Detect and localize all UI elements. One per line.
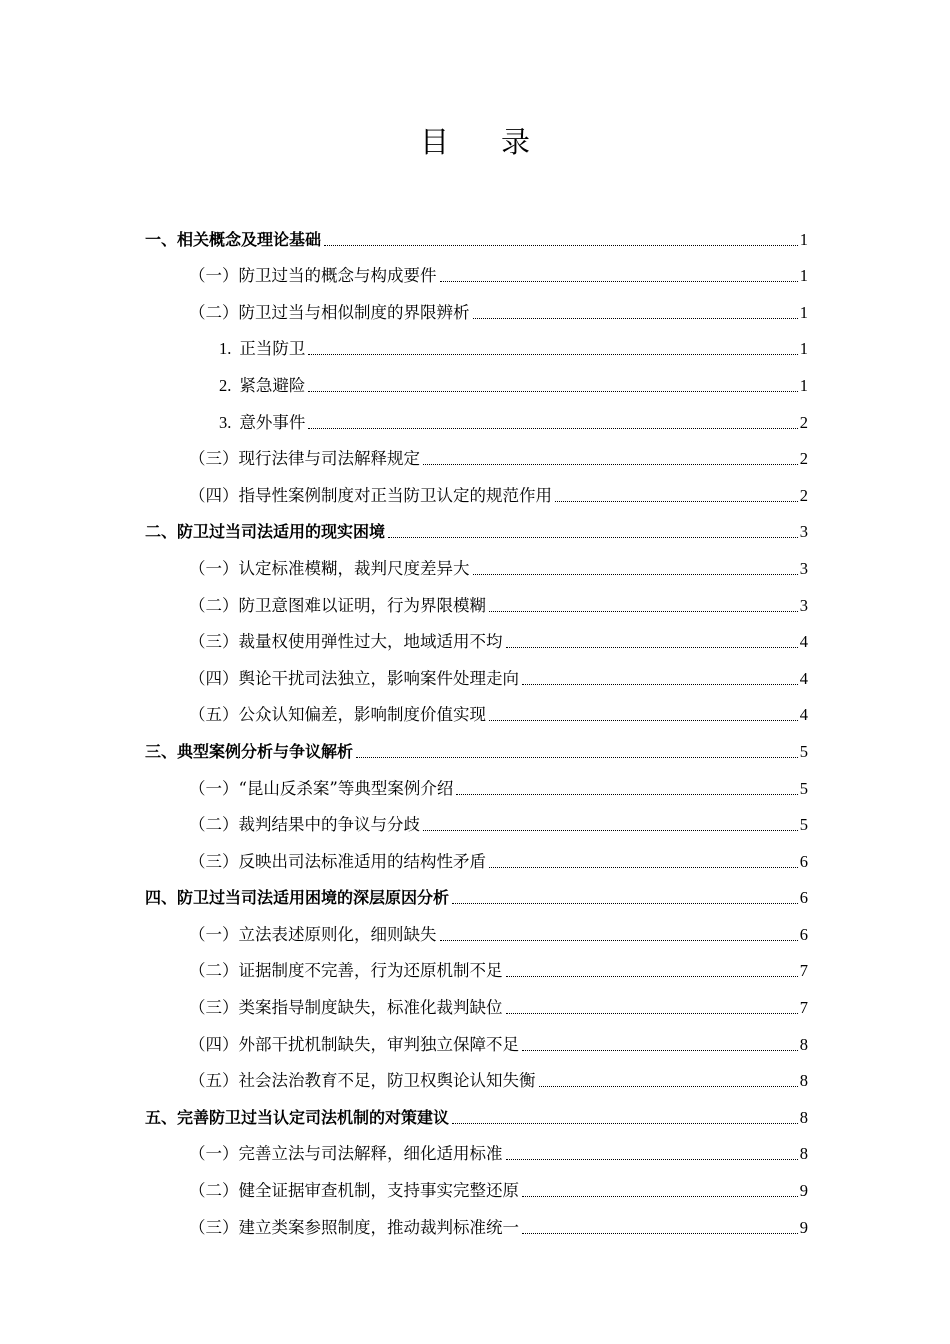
toc-page-number: 9 <box>799 1217 808 1237</box>
toc-entry-label <box>189 630 504 654</box>
toc-entry-label <box>145 886 450 910</box>
toc-page-number: 6 <box>799 888 808 908</box>
toc-entry-text: （三）建立类案参照制度，推动裁判标准统一 <box>189 1217 519 1237</box>
toc-dot-leader <box>388 537 798 538</box>
toc-dot-leader <box>539 1086 798 1087</box>
toc-entry-label <box>189 594 487 618</box>
toc-entry-label <box>145 228 322 252</box>
toc-section-entry[interactable] <box>145 581 808 618</box>
toc-dot-leader <box>555 501 798 502</box>
toc-section-entry[interactable] <box>145 983 808 1020</box>
toc-page-number: 2 <box>799 449 808 469</box>
toc-page-number: 8 <box>799 1144 808 1164</box>
toc-dot-leader <box>308 354 797 355</box>
toc-entry-label <box>145 520 386 544</box>
toc-entry-text: （五）公众认知偏差，影响制度价值实现 <box>189 705 486 725</box>
toc-dot-leader <box>506 976 798 977</box>
toc-section-entry[interactable] <box>145 1020 808 1057</box>
toc-entry-text: （三）现行法律与司法解释规定 <box>189 449 420 469</box>
toc-chapter-entry[interactable] <box>145 874 808 911</box>
toc-chapter-entry[interactable] <box>145 508 808 545</box>
toc-page-number: 5 <box>799 815 808 835</box>
toc-entry-label <box>189 557 471 581</box>
toc-dot-leader <box>308 391 797 392</box>
toc-entry-text: （五）社会法治教育不足，防卫权舆论认知失衡 <box>189 1071 536 1091</box>
toc-entry-text: （一）立法表述原则化，细则缺失 <box>189 924 437 944</box>
toc-dot-leader <box>522 1050 798 1051</box>
toc-page-number: 7 <box>799 998 808 1018</box>
toc-entry-text: （三）反映出司法标准适用的结构性矛盾 <box>189 851 486 871</box>
toc-dot-leader <box>489 611 798 612</box>
toc-dot-leader <box>506 1013 798 1014</box>
toc-entry-label <box>189 484 553 508</box>
toc-section-entry[interactable] <box>145 691 808 728</box>
toc-entry-label <box>189 667 520 691</box>
toc-entry-label <box>145 1106 450 1130</box>
toc-dot-leader <box>522 1233 798 1234</box>
toc-entry-label <box>189 1179 520 1203</box>
toc-section-entry[interactable] <box>145 252 808 289</box>
toc-section-entry[interactable] <box>145 1203 808 1240</box>
toc-page-number: 4 <box>799 668 808 688</box>
toc-entry-text: （二）裁判结果中的争议与分歧 <box>189 815 420 835</box>
toc-entry-label <box>189 850 487 874</box>
toc-chapter-entry[interactable] <box>145 1093 808 1130</box>
toc-dot-leader <box>324 245 798 246</box>
toc-dot-leader <box>522 1196 798 1197</box>
toc-page-number: 6 <box>799 851 808 871</box>
toc-entry-label <box>189 923 438 947</box>
toc-section-entry[interactable] <box>145 1166 808 1203</box>
toc-dot-leader <box>423 464 798 465</box>
toc-page-number: 2 <box>799 412 808 432</box>
toc-entry-text: （二）证据制度不完善，行为还原机制不足 <box>189 961 503 981</box>
toc-dot-leader <box>356 757 798 758</box>
toc-entry-number: 2. <box>219 375 232 395</box>
toc-section-entry[interactable] <box>145 764 808 801</box>
toc-entry-label <box>189 301 471 325</box>
toc-entry-text: 正当防卫 <box>239 339 306 359</box>
toc-page-number: 1 <box>799 302 808 322</box>
toc-section-entry[interactable] <box>145 1057 808 1094</box>
toc-entry-text: （一）“昆山反杀案”等典型案例介绍 <box>189 778 454 798</box>
toc-page-number: 1 <box>799 339 808 359</box>
toc-entry-text: （四）指导性案例制度对正当防卫认定的规范作用 <box>189 485 552 505</box>
toc-section-entry[interactable] <box>145 618 808 655</box>
toc-page-number: 4 <box>799 632 808 652</box>
toc-entry-label <box>189 959 504 983</box>
toc-page-number: 2 <box>799 485 808 505</box>
toc-entry-text: （一）认定标准模糊，裁判尺度差异大 <box>189 558 470 578</box>
toc-section-entry[interactable] <box>145 544 808 581</box>
toc-entry-label <box>189 1033 520 1057</box>
toc-entry-label <box>189 813 421 837</box>
toc-page-number: 1 <box>799 229 808 249</box>
toc-entry-label <box>189 264 438 288</box>
toc-section-entry[interactable] <box>145 288 808 325</box>
toc-dot-leader <box>522 684 798 685</box>
toc-entry-text: 五、完善防卫过当认定司法机制的对策建议 <box>145 1107 450 1127</box>
toc-title: 目录 <box>419 125 582 159</box>
toc-dot-leader <box>456 794 797 795</box>
toc-section-entry[interactable] <box>145 801 808 838</box>
toc-entry-label <box>189 996 504 1020</box>
toc-page-number: 5 <box>799 741 808 761</box>
toc-dot-leader <box>506 647 798 648</box>
toc-dot-leader <box>489 867 798 868</box>
toc-dot-leader <box>423 830 798 831</box>
toc-page-number: 5 <box>799 778 808 798</box>
toc-entry-text: （二）健全证据审查机制，支持事实完整还原 <box>189 1181 519 1201</box>
toc-page-number: 6 <box>799 924 808 944</box>
toc-list <box>145 215 808 1240</box>
toc-entry-label <box>189 1142 504 1166</box>
toc-entry-number: 3. <box>219 412 232 432</box>
toc-dot-leader <box>440 281 798 282</box>
toc-section-entry[interactable] <box>145 1130 808 1167</box>
toc-dot-leader <box>308 428 797 429</box>
toc-section-entry[interactable] <box>145 837 808 874</box>
toc-section-entry[interactable] <box>145 471 808 508</box>
toc-entry-label <box>189 1216 520 1240</box>
toc-entry-text: （四）舆论干扰司法独立，影响案件处理走向 <box>189 668 519 688</box>
toc-page-number: 1 <box>799 266 808 286</box>
toc-entry-label <box>189 703 487 727</box>
toc-entry-number: 1. <box>219 339 232 359</box>
toc-entry-label <box>219 374 306 398</box>
toc-entry-text: （四）外部干扰机制缺失，审判独立保障不足 <box>189 1034 519 1054</box>
toc-entry-label <box>189 777 454 801</box>
toc-dot-leader <box>440 940 798 941</box>
toc-entry-text: （二）防卫意图难以证明，行为界限模糊 <box>189 595 486 615</box>
toc-page-number: 1 <box>799 375 808 395</box>
toc-page-number: 7 <box>799 961 808 981</box>
toc-entry-text: （三）裁量权使用弹性过大，地域适用不均 <box>189 632 503 652</box>
toc-section-entry[interactable] <box>145 654 808 691</box>
toc-page-number: 4 <box>799 705 808 725</box>
toc-entry-text: 一、相关概念及理论基础 <box>145 229 322 249</box>
toc-entry-text: （一）完善立法与司法解释，细化适用标准 <box>189 1144 503 1164</box>
toc-entry-label <box>145 740 354 764</box>
toc-entry-text: 四、防卫过当司法适用困境的深层原因分析 <box>145 888 450 908</box>
toc-entry-text: 三、典型案例分析与争议解析 <box>145 741 354 761</box>
toc-entry-text: （三）类案指导制度缺失，标准化裁判缺位 <box>189 998 503 1018</box>
toc-page-number: 9 <box>799 1181 808 1201</box>
toc-entry-text: （一）防卫过当的概念与构成要件 <box>189 266 437 286</box>
toc-section-entry[interactable] <box>145 947 808 984</box>
toc-dot-leader <box>452 903 798 904</box>
toc-chapter-entry[interactable] <box>145 727 808 764</box>
toc-page-number: 8 <box>799 1071 808 1091</box>
toc-section-entry[interactable] <box>145 910 808 947</box>
toc-entry-label <box>189 1069 537 1093</box>
toc-entry-text: 二、防卫过当司法适用的现实困境 <box>145 522 386 542</box>
toc-page-number: 8 <box>799 1107 808 1127</box>
toc-dot-leader <box>506 1159 798 1160</box>
toc-page-number: 3 <box>799 558 808 578</box>
toc-section-entry[interactable] <box>145 435 808 472</box>
toc-subsection-entry[interactable] <box>145 398 808 435</box>
toc-chapter-entry[interactable] <box>145 215 808 252</box>
toc-dot-leader <box>489 720 798 721</box>
toc-subsection-entry[interactable] <box>145 361 808 398</box>
toc-page-number: 8 <box>799 1034 808 1054</box>
toc-page-number: 3 <box>799 595 808 615</box>
toc-entry-text: （二）防卫过当与相似制度的界限辨析 <box>189 302 470 322</box>
toc-dot-leader <box>473 574 798 575</box>
toc-entry-label <box>219 337 306 361</box>
toc-dot-leader <box>452 1123 798 1124</box>
toc-entry-label <box>219 411 306 435</box>
toc-subsection-entry[interactable] <box>145 325 808 362</box>
toc-page-number: 3 <box>799 522 808 542</box>
toc-entry-text: 意外事件 <box>239 412 306 432</box>
toc-dot-leader <box>473 318 798 319</box>
toc-entry-label <box>189 447 421 471</box>
toc-entry-text: 紧急避险 <box>239 375 306 395</box>
